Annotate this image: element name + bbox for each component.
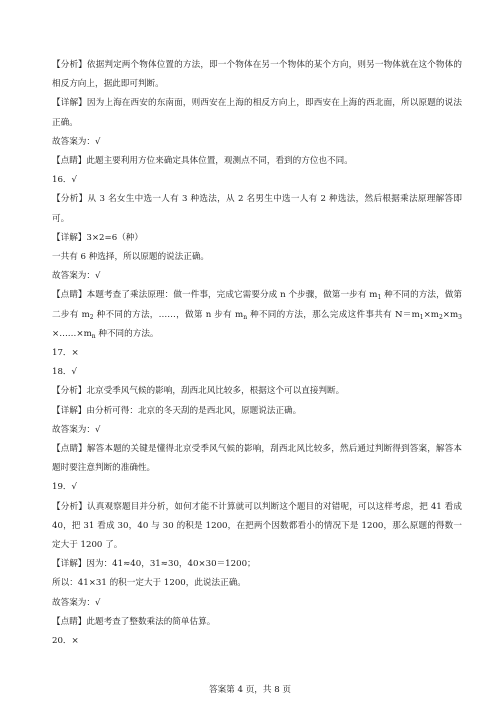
paragraph-text: 由分析可得：北京的冬天刮的是西北风，原题说法正确。 xyxy=(86,405,302,416)
question-number-18 xyxy=(52,363,462,382)
paragraph-text: 此题主要利用方位来确定具体位置，观测点不同，看到的方位也不同。 xyxy=(86,156,353,167)
paragraph-note-q19 xyxy=(52,613,462,632)
paragraph-text: 从 3 名女生中选一人有 3 种选法，从 2 名男生中选一人有 2 种选法，然后根据乘法原理解答即可。 xyxy=(52,194,462,224)
paragraph-text: 20．× xyxy=(52,636,79,647)
paragraph-detail-q16 xyxy=(52,229,462,248)
subscript: 1 xyxy=(419,313,424,321)
paragraph-note-q18 xyxy=(52,440,462,478)
paragraph-analysis-q15 xyxy=(52,56,462,94)
paragraph-text: 因为：41≈40，31≈30，40×30＝1200； xyxy=(86,559,256,570)
paragraph-analysis-q18 xyxy=(52,382,462,401)
tag-label: 【详解】 xyxy=(52,405,87,416)
paragraph-answer-q18 xyxy=(52,421,462,440)
paragraph-text: 认真观察题目并分析，如何才能不计算就可以判断这个题目的对错呢，可以这样考虑，把 41 看成 40，把 31 看成 30，40 与 30 的积是 1200，在把两个因数都看小的情况下是 1200，那么原题的得数一定大于 1200 了。 xyxy=(52,501,462,551)
paragraph-text: 故答案为：√ xyxy=(52,136,101,147)
rich-text-part: 本题考查了乘法原理：做一件事，完成它需要分成 n 个步骤，做第一步有 m xyxy=(86,290,378,301)
paragraph-detail-q15 xyxy=(52,94,462,132)
question-number-17 xyxy=(52,344,462,363)
rich-text-part: 种不同的方法，……，做第 n 步有 m xyxy=(93,309,244,320)
rich-text-part: ×m xyxy=(423,309,439,320)
paragraph-text: 解答本题的关键是懂得北京受季风气候的影响，刮西北风比较多，然后通过判断得到答案，解答本题时要注意判断的准确性。 xyxy=(52,444,462,474)
tag-label: 【分析】 xyxy=(52,386,87,397)
paragraph-conclusion-q19 xyxy=(52,574,462,593)
paragraph-analysis-q19 xyxy=(52,498,462,556)
question-number-20 xyxy=(52,632,462,651)
paragraph-text: 故答案为：√ xyxy=(52,424,101,435)
tag-label: 【详解】 xyxy=(52,559,87,570)
paragraph-text: 此题考查了整数乘法的简单估算。 xyxy=(86,616,216,627)
paragraph-text: 16．√ xyxy=(52,175,78,186)
subscript: 2 xyxy=(89,313,94,321)
tag-label: 【点睛】 xyxy=(52,156,87,167)
page-footer xyxy=(0,683,500,695)
subscript: 1 xyxy=(377,294,382,302)
paragraph-text: 因为上海在西安的东南面，则西安在上海的相反方向上，即西安在上海的西北面，所以原题的说法正确。 xyxy=(52,98,462,128)
paragraph-answer-q16 xyxy=(52,267,462,286)
paragraph-text: 18．√ xyxy=(52,367,78,378)
paragraph-note-q16 xyxy=(52,286,462,344)
paragraph-conclusion-q16 xyxy=(52,248,462,267)
subscript: 3 xyxy=(458,313,462,321)
answer-content xyxy=(52,56,462,651)
paragraph-note-q15 xyxy=(52,152,462,171)
paragraph-text: 17．× xyxy=(52,348,79,359)
rich-text-part: 种不同的方法，做第二步有 m xyxy=(52,290,462,320)
question-number-16 xyxy=(52,171,462,190)
question-number-19 xyxy=(52,478,462,497)
rich-text-part: ×m xyxy=(442,309,459,320)
paragraph-text: 所以：41×31 的积一定大于 1200，此说法正确。 xyxy=(52,578,246,589)
paragraph-text: 一共有 6 种选择，所以原题的说法正确。 xyxy=(52,252,210,263)
subscript: 2 xyxy=(438,313,443,321)
rich-text-part: ×……×m xyxy=(52,328,92,339)
tag-label: 【点睛】 xyxy=(52,290,87,301)
paragraph-text: 北京受季风气候的影响，刮西北风比较多，根据这个可以直接判断。 xyxy=(86,386,345,397)
paragraph-analysis-q16 xyxy=(52,190,462,228)
paragraph-detail-q18 xyxy=(52,402,462,421)
tag-label: 【点睛】 xyxy=(52,616,87,627)
paragraph-answer-q19 xyxy=(52,594,462,613)
paragraph-text: 3×2=6（种） xyxy=(86,232,143,243)
paragraph-text: 故答案为：√ xyxy=(52,271,101,282)
tag-label: 【分析】 xyxy=(52,60,87,70)
subscript: n xyxy=(243,313,248,321)
rich-text-part: 种不同的方法，那么完成这件事共有 N＝m xyxy=(247,309,420,320)
paragraph-text: 19．√ xyxy=(52,482,78,493)
tag-label: 【点睛】 xyxy=(52,444,87,455)
page-number-text: 答案第 4 页，共 8 页 xyxy=(208,685,292,695)
paragraph-text: 依据判定两个物体位置的方法，即一个物体在另一个物体的某个方向，则另一物体就在这个物体的相反方向上，据此即可判断。 xyxy=(52,60,462,90)
tag-label: 【详解】 xyxy=(52,232,87,243)
tag-label: 【详解】 xyxy=(52,98,87,109)
tag-label: 【分析】 xyxy=(52,194,88,205)
rich-text-part: 种不同的方法。 xyxy=(95,328,159,339)
paragraph-detail-q19 xyxy=(52,555,462,574)
paragraph-answer-q15 xyxy=(52,133,462,152)
paragraph-text: 故答案为：√ xyxy=(52,597,101,608)
subscript: n xyxy=(91,332,96,340)
tag-label: 【分析】 xyxy=(52,501,87,512)
